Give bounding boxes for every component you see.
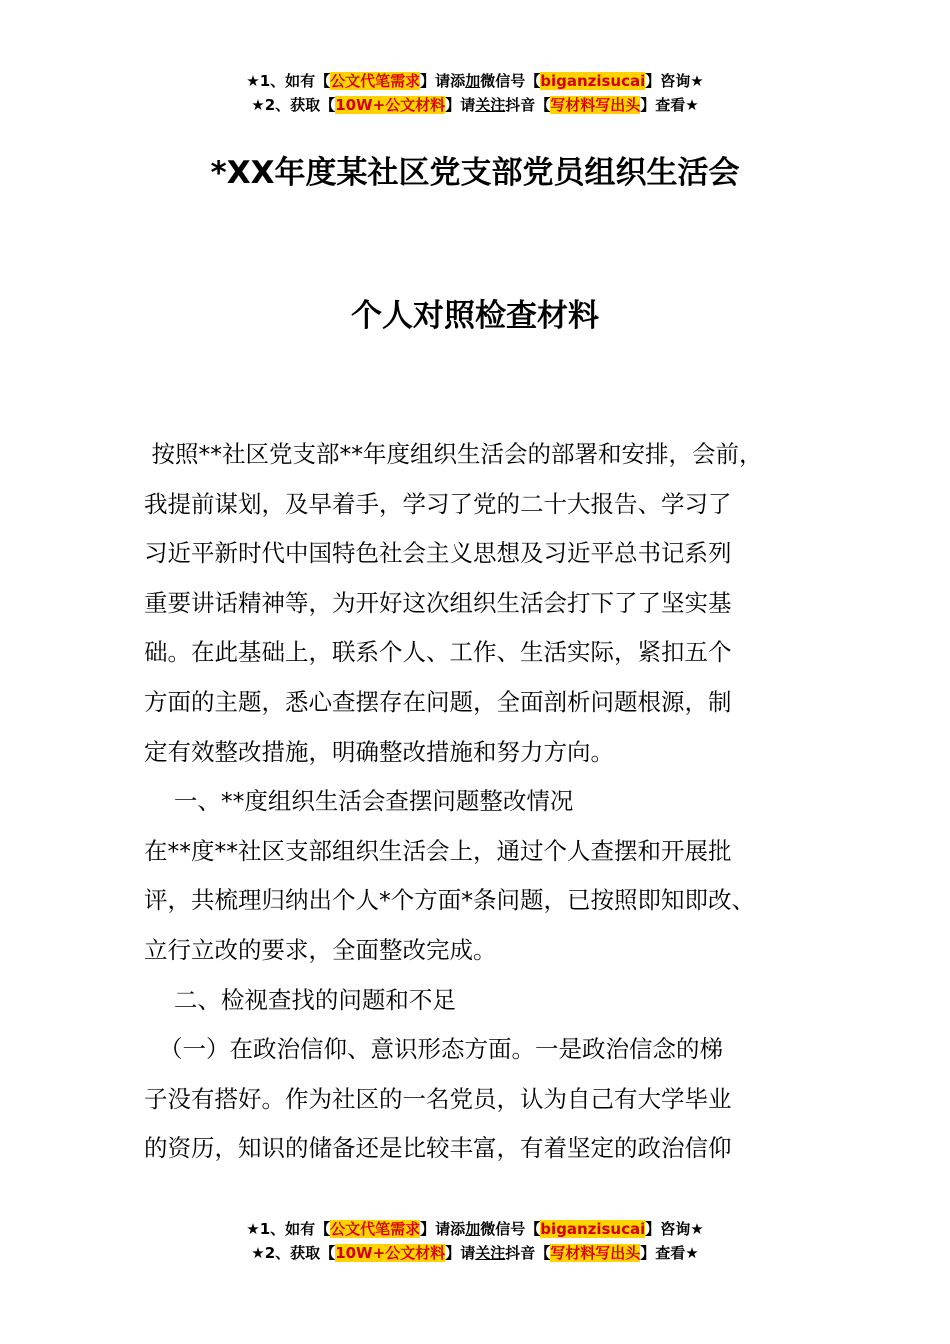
body-line: 按照**社区党支部**年度组织生活会的部署和安排，会前， (144, 440, 763, 468)
document-title-line-2: 个人对照检查材料 (351, 298, 599, 334)
body-line: 立行立改的要求，全面整改完成。 (144, 935, 497, 964)
body-line: 础。在此基础上，联系个人、工作、生活实际，紧扣五个 (144, 638, 732, 667)
body-line: 在**度**社区支部组织生活会上，通过个人查摆和开展批 (144, 836, 732, 865)
body-line: 我提前谋划，及早着手，学习了党的二十大报告、学习了 (144, 489, 732, 518)
service-highlight: 公文代笔需求 (330, 72, 421, 90)
body-line: 重要讲话精神等，为开好这次组织生活会打下了了坚实基 (144, 588, 732, 617)
body-line: 定有效整改措施，明确整改措施和努力方向。 (144, 737, 614, 766)
douyin-id-highlight: 写材料写出头 (550, 1244, 641, 1262)
header-ad-line-2: ★2、获取【10W+公文材料】请关注抖音【写材料写出头】查看★ (251, 96, 699, 114)
header-ad-line-1: ★1、如有【公文代笔需求】请添加微信号【biganzisucai】咨询★ (246, 72, 704, 90)
douyin-id-highlight: 写材料写出头 (550, 96, 641, 114)
body-line: 子没有搭好。作为社区的一名党员，认为自己有大学毕业 (144, 1084, 732, 1113)
materials-highlight: 10W+公文材料 (335, 96, 446, 114)
body-line: 评，共梳理归纳出个人*个方面*条问题，已按照即知即改、 (144, 886, 755, 915)
wechat-id-highlight: biganzisucai (540, 1220, 646, 1238)
body-line: 方面的主题，悉心查摆存在问题，全面剖析问题根源，制 (144, 687, 732, 716)
footer-ad (0, 1218, 950, 1266)
header-ad (0, 70, 950, 118)
subsection-line: （一）在政治信仰、意识形态方面。一是政治信念的梯 (144, 1035, 723, 1064)
body-line: 习近平新时代中国特色社会主义思想及习近平总书记系列 (144, 539, 732, 568)
wechat-id-highlight: biganzisucai (540, 72, 646, 90)
materials-highlight: 10W+公文材料 (335, 1244, 446, 1262)
document-body (144, 430, 844, 1174)
section-heading-1: 一、**度组织生活会查摆问题整改情况 (144, 787, 574, 816)
body-line: 的资历，知识的储备还是比较丰富，有着坚定的政治信仰 (144, 1134, 732, 1163)
footer-ad-line-1: ★1、如有【公文代笔需求】请添加微信号【biganzisucai】咨询★ (246, 1220, 704, 1238)
section-heading-2: 二、检视查找的问题和不足 (144, 985, 456, 1014)
document-title-line-1: *XX年度某社区党支部党员组织生活会 (210, 155, 740, 191)
footer-ad-line-2: ★2、获取【10W+公文材料】请关注抖音【写材料写出头】查看★ (251, 1244, 699, 1262)
service-highlight: 公文代笔需求 (330, 1220, 421, 1238)
